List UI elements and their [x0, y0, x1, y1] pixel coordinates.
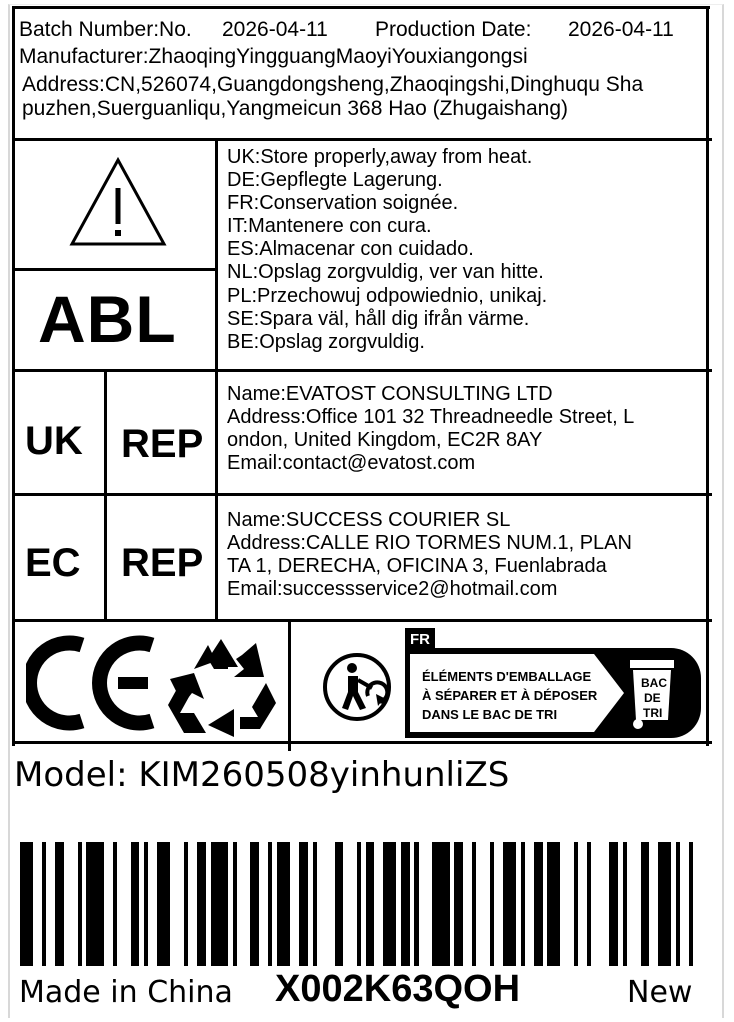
production-date-label: Production Date: [375, 18, 532, 41]
barcode-bar [574, 842, 578, 966]
abl-mark: ABL [38, 282, 177, 356]
barcode-bar [609, 842, 618, 966]
bin-label-2: DE [644, 691, 661, 705]
vertical-main [215, 140, 218, 621]
warning-line-de: DE:Gepflegte Lagerung. [227, 169, 443, 191]
uk-rep-email: Email:contact@evatost.com [227, 452, 476, 474]
ce-mark-icon [26, 633, 166, 733]
barcode-bar [676, 842, 680, 966]
warning-line-uk: UK:Store properly,away from heat. [227, 146, 533, 168]
divider-header [12, 138, 712, 141]
barcode-bar [268, 842, 272, 966]
divider-ecrep [12, 619, 712, 622]
warning-line-se: SE:Spara väl, håll dig ifrån värme. [227, 308, 530, 330]
divider-bottom [12, 741, 712, 744]
bin-label-1: BAC [641, 676, 667, 690]
manufacturer-text: Manufacturer:ZhaoqingYingguangMaoyiYouxiangongsi [19, 45, 528, 68]
triman-line-2: À SÉPARER ET À DÉPOSER [422, 688, 598, 703]
border-top [12, 6, 710, 9]
barcode-bar [113, 842, 117, 966]
warning-line-it: IT:Mantenere con cura. [227, 215, 432, 237]
barcode-bar [78, 842, 82, 966]
address-line-2: puzhen,Suerguanliqu,Yangmeicun 368 Hao (Zhugaishang) [22, 97, 568, 120]
barcode-bar [503, 842, 516, 966]
vertical-rep [104, 371, 107, 621]
barcode-bar [521, 842, 525, 966]
barcode-bar [658, 842, 671, 966]
barcode-bar [335, 842, 344, 966]
barcode-bar [623, 842, 627, 966]
barcode-bar [20, 842, 33, 966]
bin-label-3: TRI [643, 706, 663, 720]
divider-warning [12, 369, 712, 372]
ec-rep-email: Email:successservice2@hotmail.com [227, 578, 558, 600]
address-line-1: Address:CN,526074,Guangdongsheng,Zhaoqingshi,Dinghuqu Sha [22, 73, 644, 96]
warning-line-nl: NL:Opslag zorgvuldig, ver van hitte. [227, 261, 544, 283]
barcode-bar [42, 842, 46, 966]
condition-text: New [627, 975, 693, 1010]
warning-line-fr: FR:Conservation soignée. [227, 192, 459, 214]
triman-line-3: DANS LE BAC DE TRI [422, 707, 558, 722]
barcode-bar [383, 842, 396, 966]
barcode-bar [211, 842, 228, 966]
barcode-bar [432, 842, 449, 966]
origin-text: Made in China [19, 975, 233, 1010]
uk-rep-address-1: Address:Office 101 32 Threadneedle Street, L [227, 406, 635, 428]
batch-number-value: 2026-04-11 [222, 18, 328, 41]
barcode-bar [414, 842, 418, 966]
barcode-bar [366, 842, 375, 966]
fnsku-code: X002K63QOH [275, 968, 521, 1010]
triman-country: FR [410, 631, 430, 648]
barcode-bar [144, 842, 148, 966]
ec-rep-address-2: TA 1, DERECHA, OFICINA 3, Fuenlabrada [227, 555, 607, 577]
barcode [20, 842, 707, 966]
uk-rep-code: UK [25, 419, 83, 463]
barcode-bar [184, 842, 188, 966]
model-text: Model: KIM260508yinhunliZS [14, 755, 510, 795]
barcode-bar [547, 842, 560, 966]
barcode-bar [534, 842, 543, 966]
border-left [12, 6, 15, 746]
divider-ukrep [12, 493, 712, 496]
barcode-bar [55, 842, 64, 966]
barcode-bar [689, 842, 693, 966]
barcode-bar [299, 842, 308, 966]
triman-person-icon [322, 652, 392, 722]
barcode-bar [277, 842, 290, 966]
barcode-bar [357, 842, 361, 966]
barcode-bar [250, 842, 259, 966]
warning-line-pl: PL:Przechowuj odpowiednio, unikaj. [227, 285, 548, 307]
ec-rep-name: Name:SUCCESS COURIER SL [227, 509, 511, 531]
uk-rep-label: REP [121, 422, 204, 466]
border-right [706, 6, 709, 746]
barcode-bar [641, 842, 650, 966]
barcode-bar [313, 842, 317, 966]
barcode-bar [490, 842, 494, 966]
divider-icon-abl [12, 268, 217, 271]
warning-line-be: BE:Opslag zorgvuldig. [227, 331, 425, 353]
uk-rep-address-2: ondon, United Kingdom, EC2R 8AY [227, 429, 543, 451]
barcode-bar [587, 842, 591, 966]
barcode-bar [197, 842, 206, 966]
production-date-value: 2026-04-11 [568, 18, 674, 41]
warning-line-es: ES:Almacenar con cuidado. [227, 238, 474, 260]
triman-line-1: ÉLÉMENTS D'EMBALLAGE [422, 669, 592, 684]
barcode-bar [401, 842, 410, 966]
barcode-bar [454, 842, 463, 966]
ec-rep-address-1: Address:CALLE RIO TORMES NUM.1, PLAN [227, 532, 632, 554]
uk-rep-name: Name:EVATOST CONSULTING LTD [227, 383, 553, 405]
batch-number-label: Batch Number:No. [19, 18, 192, 41]
barcode-bar [86, 842, 103, 966]
barcode-bar [157, 842, 170, 966]
ec-rep-label: REP [121, 541, 204, 585]
recycle-icon [164, 633, 278, 739]
barcode-bar [472, 842, 476, 966]
barcode-bar [233, 842, 237, 966]
vertical-ce [288, 621, 291, 751]
ec-rep-code: EC [25, 541, 81, 585]
barcode-bar [131, 842, 140, 966]
warning-triangle-icon [68, 156, 168, 248]
